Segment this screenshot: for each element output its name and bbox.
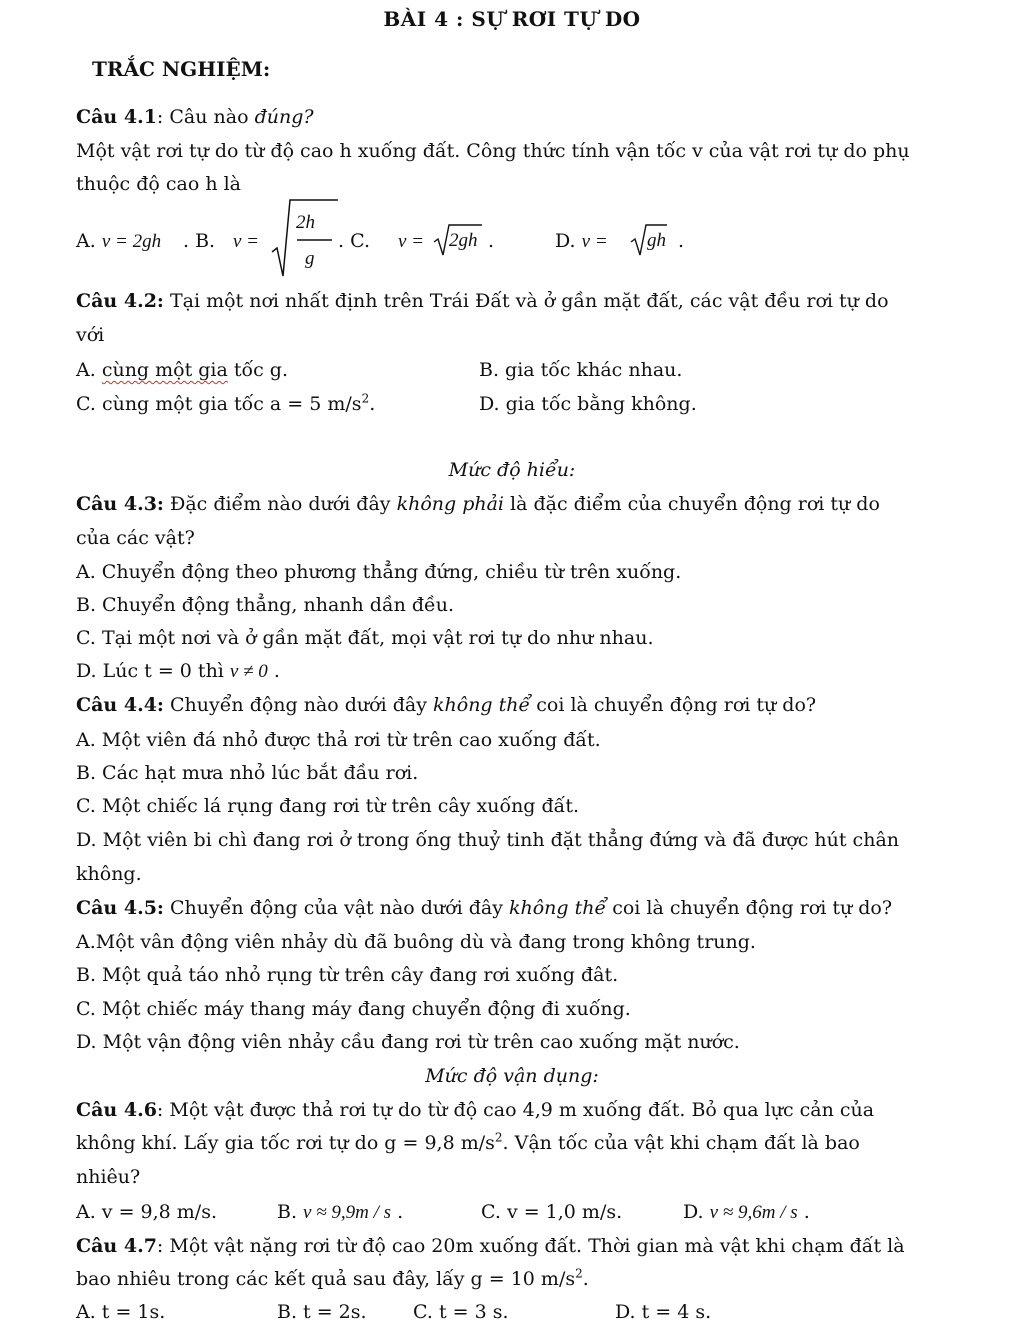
question-text: . Vận tốc của vật khi chạm đất là bao	[502, 1132, 860, 1154]
question-4-6-option-c: C. v = 1,0 m/s.	[481, 1201, 623, 1223]
option-label: D.	[555, 230, 576, 252]
option-end: .	[369, 393, 376, 415]
option-text: tốc g.	[227, 359, 289, 381]
question-4-7-option-d: D. t = 4 s.	[615, 1301, 712, 1323]
question-4-7-option-c: C. t = 3 s.	[413, 1301, 509, 1323]
question-4-3-option-b: B. Chuyển động thẳng, nhanh dần đều.	[76, 594, 454, 616]
question-text: là đặc điểm của chuyển động rơi tự do	[504, 493, 880, 515]
question-4-6-option-b	[277, 1199, 403, 1226]
formula-a: v = 2gh	[101, 231, 162, 252]
question-text: : Một vật nặng rơi từ độ cao 20m xuống đất. Thời gian mà vật khi chạm đất là	[156, 1235, 905, 1257]
formula-d-end: .	[678, 230, 685, 252]
question-4-5-header	[76, 895, 892, 921]
question-label: Câu 4.5:	[76, 897, 164, 919]
question-4-4-option-a: A. Một viên đá nhỏ được thả rơi từ trên cao xuống đất.	[76, 729, 601, 751]
formula-c-lhs: v =	[398, 231, 425, 252]
question-4-1-header	[76, 104, 314, 130]
superscript: 2	[494, 1130, 503, 1145]
question-4-5-option-d: D. Một vận động viên nhảy cầu đang rơi từ trên cao xuống mặt nước.	[76, 1031, 740, 1053]
question-4-4-option-c: C. Một chiếc lá rụng đang rơi từ trên cây xuống đất.	[76, 795, 579, 817]
question-4-4-option-d-line2: không.	[76, 863, 142, 885]
formula-c-radicand: 2gh	[449, 230, 478, 251]
superscript: 2	[575, 1266, 583, 1281]
question-4-2-text-line2: với	[76, 324, 105, 346]
option-label: A.	[76, 359, 102, 381]
question-4-1-option-c-label: . C.	[338, 230, 370, 252]
question-4-4-option-d-line1: D. Một viên bi chì đang rơi ở trong ống thuỷ tinh đặt thẳng đứng và đã được hút chân	[76, 829, 900, 851]
question-4-3-option-c: C. Tại một nơi và ở gần mặt đất, mọi vật rơi tự do như nhau.	[76, 627, 654, 649]
option-end: .	[797, 1201, 810, 1223]
question-text: Đặc điểm nào dưới đây	[163, 493, 397, 515]
question-4-6-option-a: A. v = 9,8 m/s.	[76, 1201, 217, 1223]
formula: v ≈ 9,6m / s	[709, 1202, 798, 1223]
option-label: A.	[76, 230, 96, 252]
formula-d-radicand: gh	[647, 230, 666, 251]
option-end: .	[391, 1201, 404, 1223]
question-4-1-option-b-label: . B.	[183, 230, 216, 252]
question-emphasis: không thể	[508, 897, 607, 919]
question-4-2-header	[76, 288, 889, 314]
option-end: .	[267, 660, 280, 682]
question-4-2-option-d: D. gia tốc bằng không.	[479, 393, 697, 415]
question-4-7-option-b: B. t = 2s.	[277, 1301, 367, 1323]
question-4-6-header	[76, 1097, 874, 1123]
question-text: không khí. Lấy gia tốc rơi tự do g = 9,8 m/s	[76, 1132, 495, 1154]
question-4-7-text-line2	[76, 1266, 589, 1292]
question-4-2-option-c	[76, 391, 375, 417]
formula: v ≠ 0	[229, 661, 268, 682]
question-4-2-option-b: B. gia tốc khác nhau.	[479, 359, 683, 381]
question-label: Câu 4.3:	[76, 493, 164, 515]
question-4-4-header	[76, 692, 816, 718]
option-label: B.	[277, 1201, 304, 1223]
question-text: Chuyển động nào dưới đây	[163, 694, 433, 716]
level-heading-apply: Mức độ vận dụng:	[425, 1065, 599, 1087]
question-label: Câu 4.6	[76, 1099, 157, 1121]
question-label: Câu 4.4:	[76, 694, 164, 716]
question-4-5-option-c: C. Một chiếc máy thang máy đang chuyển động đi xuống.	[76, 998, 631, 1020]
formula-b-denominator: g	[305, 248, 315, 269]
question-4-1-option-a	[76, 228, 161, 255]
formula-d-lhs: v =	[581, 231, 608, 252]
spellcheck-underlined-text: cùng một gia	[101, 359, 228, 381]
question-label: Câu 4.1	[76, 106, 157, 128]
question-prompt-emphasis: đúng?	[254, 106, 314, 128]
question-4-6-text-line3: nhiêu?	[76, 1166, 141, 1188]
page-title: BÀI 4 : SỰ RƠI TỰ DO	[383, 7, 641, 31]
question-4-1-option-c	[398, 228, 424, 255]
question-text: Tại một nơi nhất định trên Trái Đất và ở gần mặt đất, các vật đều rơi tự do	[163, 290, 889, 312]
question-4-2-option-a	[76, 357, 288, 383]
question-4-4-option-b: B. Các hạt mưa nhỏ lúc bắt đầu rơi.	[76, 762, 419, 784]
section-heading: TRẮC NGHIỆM:	[92, 57, 271, 81]
question-4-1-text-line1: Một vật rơi tự do từ độ cao h xuống đất. Công thức tính vận tốc v của vật rơi tự do phụ	[76, 140, 910, 162]
superscript: 2	[361, 391, 370, 406]
question-4-5-option-a: A.Một vân động viên nhảy dù đã buông dù và đang trong không trung.	[76, 931, 756, 953]
question-4-5-option-b: B. Một quả táo nhỏ rụng từ trên cây đang rơi xuống đât.	[76, 964, 619, 986]
question-emphasis: không phải	[396, 493, 505, 515]
question-4-1-text-line2: thuộc độ cao h là	[76, 173, 241, 195]
formula: v ≈ 9,9m / s	[303, 1202, 392, 1223]
option-text: C. cùng một gia tốc a = 5 m/s	[76, 393, 362, 415]
option-label: D.	[683, 1201, 710, 1223]
question-4-3-option-d	[76, 658, 280, 685]
question-4-6-option-d	[683, 1199, 810, 1226]
question-text: bao nhiêu trong các kết quả sau đây, lấy g = 10 m/s	[76, 1268, 576, 1290]
question-emphasis: không thể	[433, 694, 531, 716]
question-4-3-text-line2: của các vật?	[76, 527, 195, 549]
question-text: coi là chuyển động rơi tự do?	[606, 897, 893, 919]
question-text: : Một vật được thả rơi tự do từ độ cao 4,9 m xuống đất. Bỏ qua lực cản của	[156, 1099, 875, 1121]
formula-c-end: .	[488, 230, 495, 252]
question-prompt: : Câu nào	[156, 106, 255, 128]
question-label: Câu 4.2:	[76, 290, 164, 312]
question-4-7-option-a: A. t = 1s.	[76, 1301, 166, 1323]
question-text: .	[582, 1268, 589, 1290]
formula-b-lhs: v =	[233, 231, 260, 252]
question-4-6-text-line2	[76, 1130, 860, 1156]
level-heading-understand: Mức độ hiểu:	[448, 459, 576, 481]
question-4-3-option-a: A. Chuyển động theo phương thẳng đứng, chiều từ trên xuống.	[76, 561, 682, 583]
option-text: D. Lúc t = 0 thì	[76, 660, 230, 682]
question-text: Chuyển động của vật nào dưới đây	[163, 897, 509, 919]
question-4-7-header	[76, 1233, 905, 1259]
question-4-1-option-b-lhs	[233, 228, 259, 255]
question-4-3-header	[76, 491, 880, 517]
question-label: Câu 4.7	[76, 1235, 157, 1257]
question-4-1-option-d	[555, 228, 608, 255]
question-text: coi là chuyển động rơi tự do?	[530, 694, 817, 716]
formula-b-numerator: 2h	[296, 212, 315, 233]
